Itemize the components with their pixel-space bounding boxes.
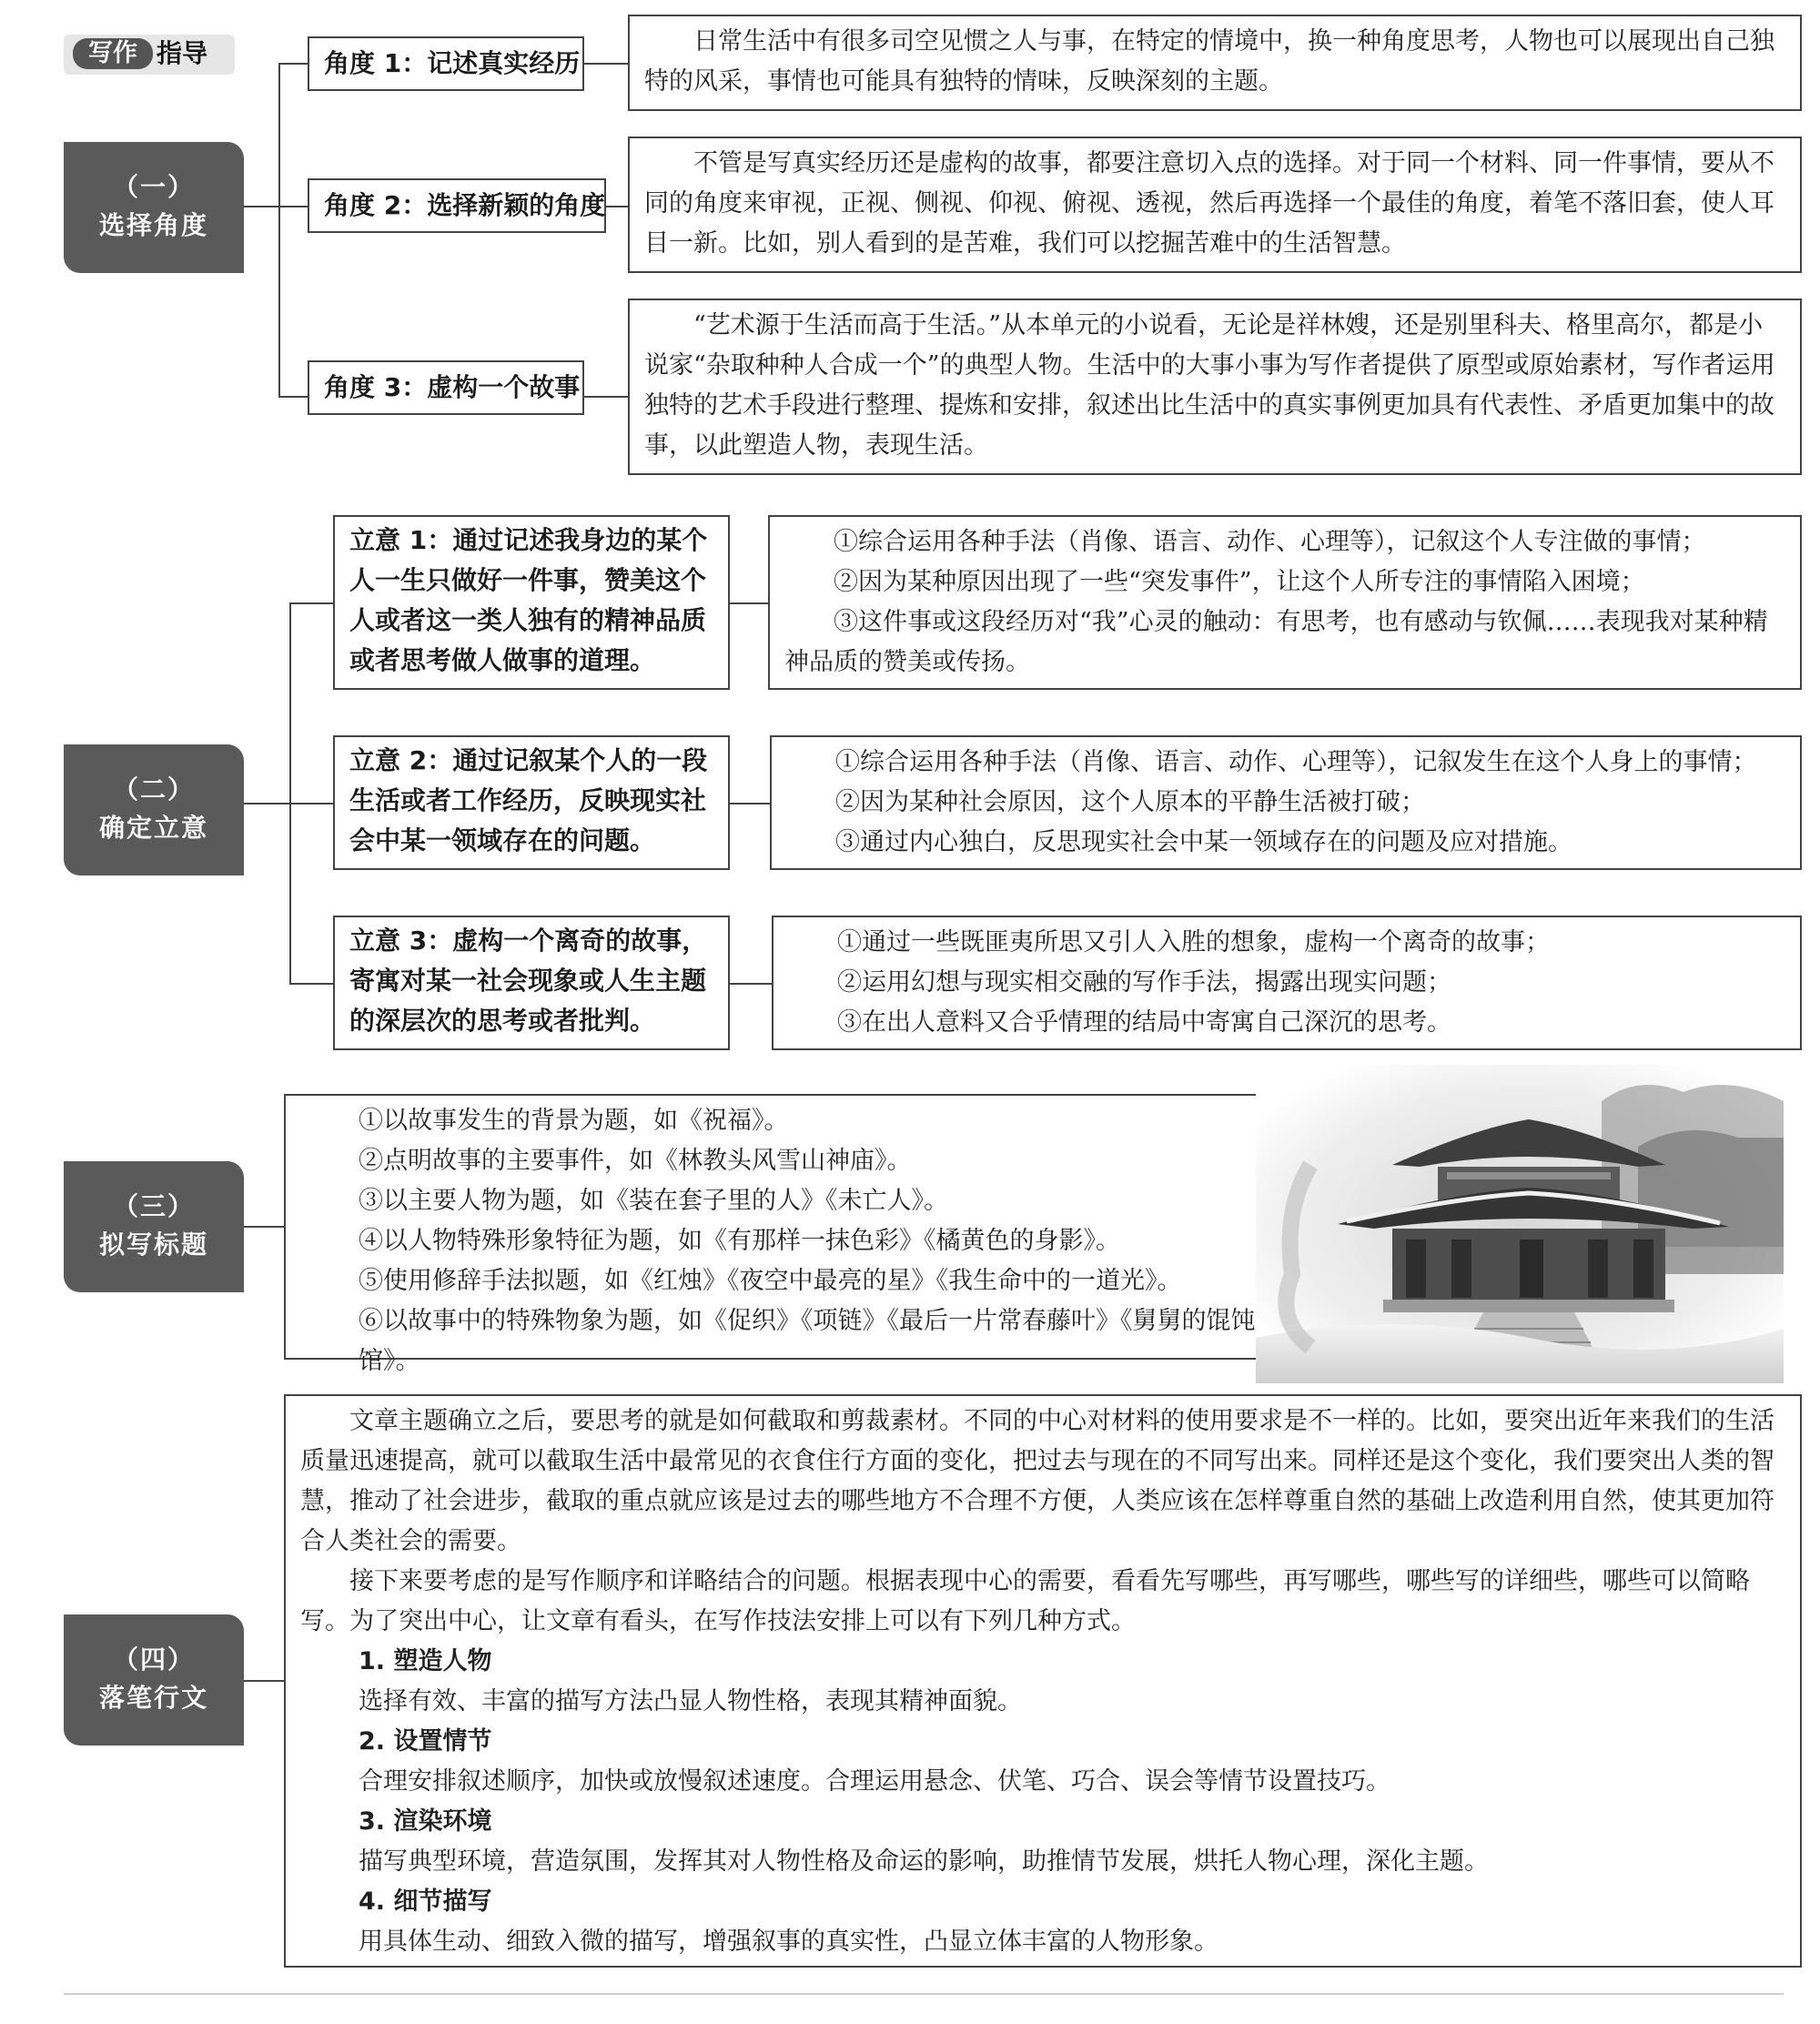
connector xyxy=(604,206,630,207)
connector xyxy=(289,983,335,985)
connector xyxy=(278,63,309,65)
subheading: 3. 渲染环境 xyxy=(359,1807,492,1836)
section-title: 确定立意 xyxy=(98,813,208,843)
paragraph: 不管是写真实经历还是虚构的故事，都要注意切入点的选择。对于同一个材料、同一件事情，要从不同的角度来审视，正视、侧视、仰视、俯视、透视，然后再选择一个最佳的角度，着笔不落旧套，使人耳目一新。比如，别人看到的是苦难，我们可以挖掘苦难中的生活智慧。 xyxy=(644,149,1774,258)
connector xyxy=(278,206,309,207)
section-number: （三） xyxy=(112,1191,195,1221)
angle-desc-2 xyxy=(628,137,1802,273)
section-title: 拟写标题 xyxy=(98,1230,208,1260)
theme-desc-1 xyxy=(768,515,1802,690)
list-item: ③通过内心独白，反思现实社会中某一领域存在的问题及应对措施。 xyxy=(835,828,1572,856)
connector xyxy=(728,983,774,985)
connector xyxy=(582,63,630,65)
theme-label-3: 立意 3：虚构一个离奇的故事，寄寓对某一社会现象或人生主题的深层次的思考或者批判。 xyxy=(333,916,730,1050)
list-item: ①以故事发生的背景为题，如《祝福》。 xyxy=(359,1107,789,1135)
section-title: 选择角度 xyxy=(98,210,208,240)
section-header-3 xyxy=(64,1161,244,1292)
list-item: ②运用幻想与现实相交融的写作手法，揭露出现实问题； xyxy=(837,968,1451,997)
section-header-2 xyxy=(64,744,244,875)
section-number: （二） xyxy=(112,774,195,805)
section-title: 落笔行文 xyxy=(98,1683,208,1713)
subheading-body: 用具体生动、细致入微的描写，增强叙事的真实性，凸显立体丰富的人物形象。 xyxy=(359,1928,1218,1956)
list-item: ②点明故事的主要事件，如《林教头风雪山神庙》。 xyxy=(359,1147,912,1175)
connector xyxy=(582,396,630,398)
theme-desc-3 xyxy=(772,916,1802,1050)
list-item: ①综合运用各种手法（肖像、语言、动作、心理等），记叙发生在这个人身上的事情； xyxy=(835,748,1757,776)
section-header-4 xyxy=(64,1614,244,1746)
angle-label-2: 角度 2：选择新颖的角度 xyxy=(308,178,606,233)
writing-guide-box xyxy=(284,1394,1802,1968)
angle-desc-3 xyxy=(628,299,1802,475)
list-item: ③以主要人物为题，如《装在套子里的人》《未亡人》。 xyxy=(359,1187,948,1215)
section-number: （一） xyxy=(112,172,195,202)
list-item: ③这件事或这段经历对“我”心灵的触动：有思考，也有感动与钦佩……表现我对某种精神品质的赞美或传扬。 xyxy=(784,608,1768,676)
list-item: ②因为某种原因出现了一些“突发事件”，让这个人所专注的事情陷入困境； xyxy=(834,568,1645,596)
connector xyxy=(728,803,772,805)
subheading-body: 选择有效、丰富的描写方法凸显人物性格，表现其精神面貌。 xyxy=(359,1687,1022,1715)
title-methods-box xyxy=(284,1094,1330,1375)
subheading-body: 描写典型环境，营造氛围，发挥其对人物性格及命运的影响，助推情节发展，烘托人物心理，深化主题。 xyxy=(359,1847,1489,1876)
list-item: ①综合运用各种手法（肖像、语言、动作、心理等），记叙这个人专注做的事情； xyxy=(834,528,1706,556)
theme-label-1: 立意 1：通过记述我身边的某个人一生只做好一件事，赞美这个人或者这一类人独有的精神品质或者思考做人做事的道理。 xyxy=(333,515,730,690)
connector xyxy=(244,1680,286,1682)
subheading-body: 合理安排叙述顺序，加快或放慢叙述速度。合理运用悬念、伏笔、巧合、误会等情节设置技巧。 xyxy=(359,1767,1390,1796)
connector xyxy=(244,206,280,207)
connector xyxy=(289,602,291,985)
subheading: 1. 塑造人物 xyxy=(359,1647,492,1675)
connector xyxy=(278,63,280,398)
connector xyxy=(728,602,770,604)
section-badge xyxy=(64,35,235,78)
connector xyxy=(278,396,309,398)
connector xyxy=(289,803,335,805)
list-item: ③在出人意料又合乎情理的结局中寄寓自己深沉的思考。 xyxy=(837,1008,1451,1037)
subheading: 2. 设置情节 xyxy=(359,1727,492,1756)
angle-label-3: 角度 3：虚构一个故事 xyxy=(308,360,584,415)
list-item: ④以人物特殊形象特征为题，如《有那样一抹色彩》《橘黄色的身影》。 xyxy=(359,1227,1120,1255)
temple-illustration xyxy=(1256,1065,1784,1383)
paragraph: 日常生活中有很多司空见惯之人与事，在特定的情境中，换一种角度思考，人物也可以展现出自己独特的风采，事情也可能具有独特的情味，反映深刻的主题。 xyxy=(644,27,1774,96)
connector xyxy=(244,1226,286,1228)
badge-dark-label: 写作 xyxy=(73,38,153,69)
bottom-divider xyxy=(64,1993,1784,1995)
list-item: ⑥以故事中的特殊物象为题，如《促织》《项链》《最后一片常春藤叶》《舅舅的馄饨馆》。 xyxy=(359,1307,1256,1375)
connector xyxy=(244,803,291,805)
paragraph: 文章主题确立之后，要思考的就是如何截取和剪裁素材。不同的中心对材料的使用要求是不一样的。比如，要突出近年来我们的生活质量迅速提高，就可以截取生活中最常见的衣食住行方面的变化，把过去与现在的不同写出来。同样还是这个变化，我们要突出人类的智慧，推动了社会进步，截取的重点就应该是过去的哪些地方不合理不方便，人类应该在怎样尊重自然的基础上改造利用自然，使其更加符合人类社会的需要。 xyxy=(300,1407,1774,1555)
paragraph: 接下来要考虑的是写作顺序和详略结合的问题。根据表现中心的需要，看看先写哪些，再写哪些，哪些写的详细些，哪些可以简略写。为了突出中心，让文章有看头，在写作技法安排上可以有下列几种方式。 xyxy=(300,1567,1750,1635)
section-header-1 xyxy=(64,142,244,273)
theme-label-2: 立意 2：通过记叙某个人的一段生活或者工作经历，反映现实社会中某一领域存在的问题。 xyxy=(333,735,730,870)
list-item: ①通过一些既匪夷所思又引人入胜的想象，虚构一个离奇的故事； xyxy=(837,928,1550,956)
theme-desc-2 xyxy=(770,735,1802,870)
section-number: （四） xyxy=(112,1644,195,1675)
list-item: ②因为某种社会原因，这个人原本的平静生活被打破； xyxy=(835,788,1425,816)
connector xyxy=(289,602,335,604)
badge-light-label: 指导 xyxy=(157,38,208,68)
angle-desc-1 xyxy=(628,15,1802,111)
paragraph: “艺术源于生活而高于生活。”从本单元的小说看，无论是祥林嫂，还是别里科夫、格里高尔，都是小说家“杂取种种人合成一个”的典型人物。生活中的大事小事为写作者提供了原型或原始素材，写作者运用独特的艺术手段进行整理、提炼和安排，叙述出比生活中的真实事例更加具有代表性、矛盾更加集中的故事，以此塑造人物，表现生活。 xyxy=(644,311,1775,460)
subheading: 4. 细节描写 xyxy=(359,1887,492,1916)
angle-label-1: 角度 1：记述真实经历 xyxy=(308,36,584,91)
list-item: ⑤使用修辞手法拟题，如《红烛》《夜空中最亮的星》《我生命中的一道光》。 xyxy=(359,1267,1182,1295)
